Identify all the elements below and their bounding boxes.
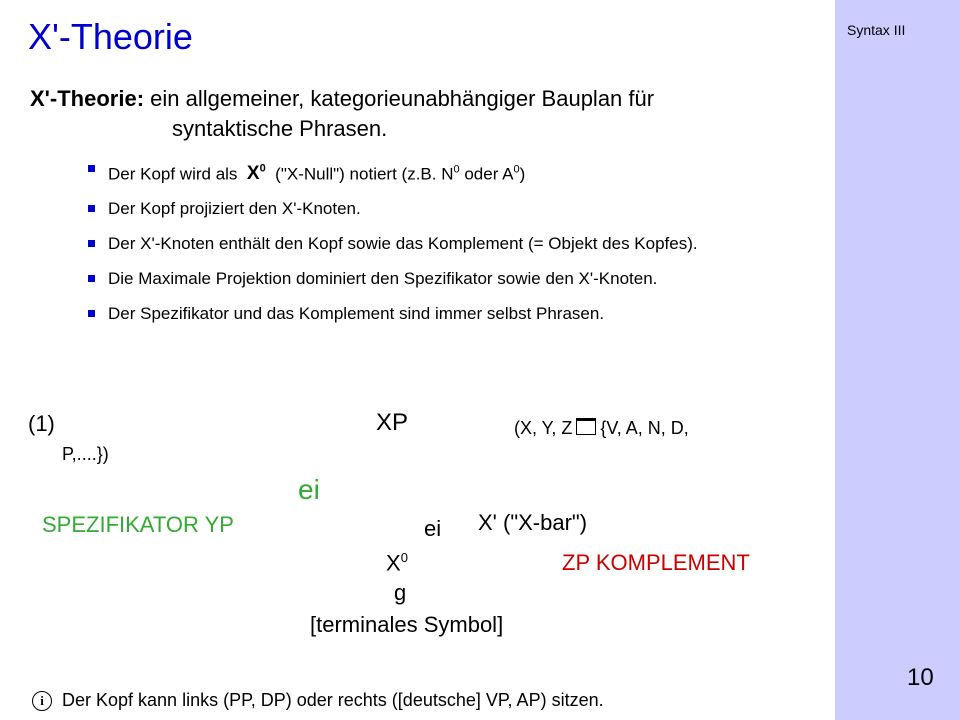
- page-number: 10: [907, 664, 934, 691]
- list-item: [86, 196, 806, 222]
- variables-note: [514, 418, 689, 439]
- list-item: [86, 301, 806, 327]
- intro: [30, 84, 654, 114]
- list-item: [86, 231, 806, 257]
- intro-term: X'-Theorie:: [30, 86, 145, 111]
- xbar-node: X' ("X-bar"): [478, 510, 588, 535]
- terminal-node: [terminales Symbol]: [310, 612, 504, 637]
- variables-continuation: P,....}): [62, 444, 109, 464]
- complement-zp: ZP: [562, 550, 590, 575]
- page-title: X'-Theorie: [28, 16, 193, 57]
- branch-top: ei: [298, 474, 320, 505]
- list-item: [86, 156, 806, 187]
- branch-bottom: g: [394, 580, 407, 605]
- element-of-icon: [576, 418, 596, 435]
- specifier-yp: YP: [204, 512, 234, 537]
- specifier-label: SPEZIFIKATOR: [42, 512, 199, 537]
- n-sup: 0: [453, 163, 460, 176]
- list-item: [86, 266, 806, 292]
- x0-symbol: [247, 163, 266, 184]
- x0-node-sup: 0: [400, 550, 408, 565]
- x0-sup: 0: [259, 163, 266, 175]
- bullet-list: [86, 156, 806, 336]
- bullet-text: ): [519, 164, 526, 184]
- specifier-node: [42, 512, 234, 538]
- intro-line2: syntaktische Phrasen.: [172, 116, 388, 141]
- x0-letter: X: [246, 163, 260, 185]
- info-icon: i: [32, 691, 52, 711]
- sidebar: [835, 0, 960, 720]
- branch-mid: ei: [424, 516, 442, 541]
- x0-node: [386, 550, 408, 576]
- bullet-text: Der X'-Knoten enthält den Kopf sowie das Komplement (= Objekt des Kopfes).: [108, 234, 698, 254]
- example-number: (1): [28, 411, 55, 436]
- bullet-text: Der Kopf projiziert den X'-Knoten.: [108, 199, 361, 219]
- complement-label: KOMPLEMENT: [595, 550, 750, 575]
- footer-note: [32, 690, 604, 711]
- sidebar-label: Syntax III: [847, 22, 906, 38]
- complement-node: [562, 550, 750, 576]
- bullet-text: Der Spezifikator und das Komplement sind immer selbst Phrasen.: [108, 304, 605, 324]
- footer-text: Der Kopf kann links (PP, DP) oder rechts ([deutsche] VP, AP) sitzen.: [62, 690, 604, 710]
- variables-text: (X, Y, Z: [514, 418, 573, 438]
- bullet-text: oder A: [459, 164, 514, 184]
- xp-node: XP: [376, 409, 409, 436]
- variables-set: {V, A, N, D,: [600, 418, 689, 438]
- bullet-text: Der Kopf wird als: [108, 164, 238, 184]
- intro-line1: ein allgemeiner, kategorieunabhängiger Bauplan für: [150, 86, 655, 111]
- a-sup: 0: [513, 163, 520, 176]
- x0-node-letter: X: [386, 550, 401, 576]
- bullet-text: Die Maximale Projektion dominiert den Spezifikator sowie den X'-Knoten.: [108, 269, 658, 289]
- bullet-text: ("X-Null") notiert (z.B. N: [275, 164, 454, 184]
